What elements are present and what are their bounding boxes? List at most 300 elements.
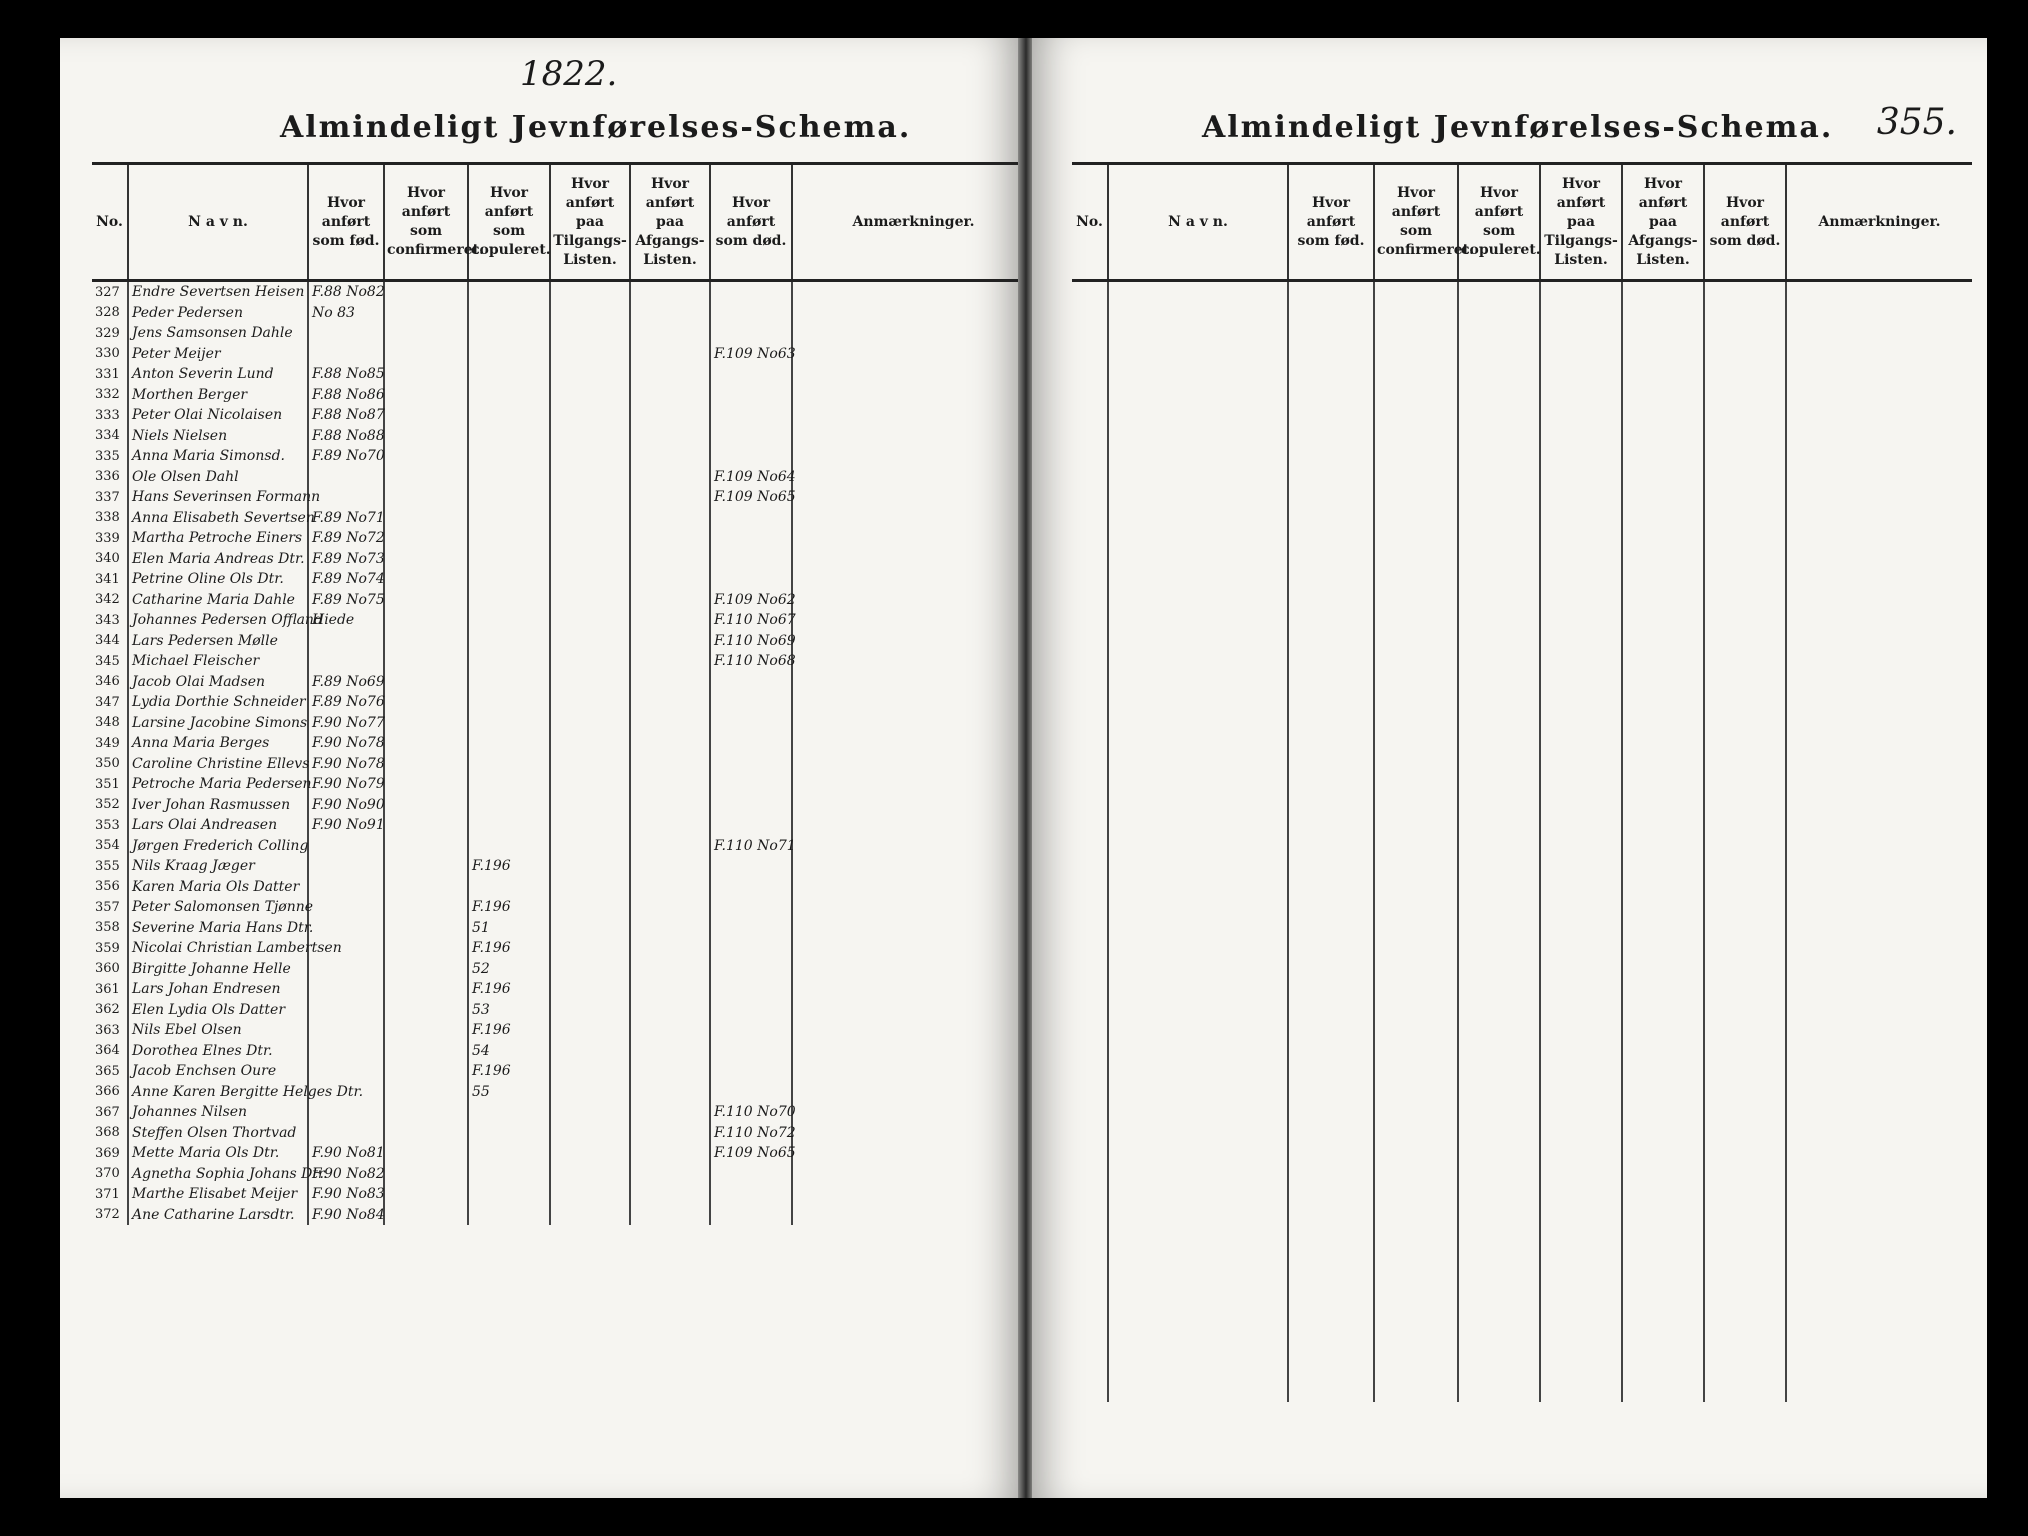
table-row (92, 959, 1034, 980)
entry-confirmed (384, 364, 468, 385)
entry-born: F.90 No82 (308, 1164, 384, 1185)
table-row (92, 1061, 1034, 1082)
entry-departure (630, 733, 710, 754)
entry-died (710, 1082, 792, 1103)
entry-married (468, 487, 550, 508)
entry-died: F.110 No69 (710, 631, 792, 652)
header-born: Hvor anført som fød. (308, 164, 384, 281)
entry-born (308, 1041, 384, 1062)
entry-arrival (550, 1123, 630, 1144)
entry-born: F.88 No86 (308, 385, 384, 406)
header-departures: Hvor anført paa Afgangs-Listen. (1622, 164, 1704, 281)
entry-number: 329 (95, 325, 120, 341)
entry-married (468, 877, 550, 898)
entry-arrival (550, 446, 630, 467)
entry-number: 352 (95, 797, 120, 813)
entry-confirmed (384, 303, 468, 324)
entry-born: F.88 No82 (308, 281, 384, 303)
entry-died (710, 281, 792, 303)
entry-confirmed (384, 1205, 468, 1226)
entry-departure (630, 487, 710, 508)
entry-born: F.89 No73 (308, 549, 384, 570)
entry-remarks (792, 590, 1034, 611)
entry-remarks (792, 938, 1034, 959)
entry-remarks (792, 1102, 1034, 1123)
entry-confirmed (384, 959, 468, 980)
table-row (92, 508, 1034, 529)
table-row (92, 1020, 1034, 1041)
entry-number: 340 (95, 551, 120, 567)
entry-arrival (550, 733, 630, 754)
entry-married (468, 385, 550, 406)
entry-number: 342 (95, 592, 120, 608)
entry-name: Larsine Jacobine Simons (128, 713, 308, 734)
entry-name: Jacob Olai Madsen (128, 672, 308, 693)
entry-number: 349 (95, 735, 120, 751)
entry-married (468, 836, 550, 857)
entry-name: Lars Johan Endresen (128, 979, 308, 1000)
header-remarks: Anmærkninger. (1786, 164, 1972, 281)
entry-born (308, 1102, 384, 1123)
header-confirmed: Hvor anført som confirmeret. (384, 164, 468, 281)
entry-born: F.88 No85 (308, 364, 384, 385)
entry-born (308, 344, 384, 365)
entry-arrival (550, 1184, 630, 1205)
entry-married (468, 1143, 550, 1164)
entry-departure (630, 467, 710, 488)
entry-confirmed (384, 877, 468, 898)
left-page-title: Almindeligt Jevnførelses-Schema. (280, 110, 912, 145)
left-ledger-body (92, 281, 1034, 1226)
entry-married (468, 815, 550, 836)
entry-married: 55 (468, 1082, 550, 1103)
entry-confirmed (384, 508, 468, 529)
entry-married (468, 323, 550, 344)
entry-died: F.110 No72 (710, 1123, 792, 1144)
entry-remarks (792, 1020, 1034, 1041)
entry-departure (630, 1123, 710, 1144)
entry-remarks (792, 979, 1034, 1000)
entry-died: F.109 No65 (710, 1143, 792, 1164)
entry-number: 335 (95, 448, 120, 464)
entry-married (468, 446, 550, 467)
entry-married (468, 651, 550, 672)
entry-departure (630, 1020, 710, 1041)
table-row (92, 385, 1034, 406)
entry-born: F.90 No81 (308, 1143, 384, 1164)
entry-died (710, 426, 792, 447)
entry-number: 365 (95, 1063, 120, 1079)
entry-departure (630, 281, 710, 303)
entry-arrival (550, 610, 630, 631)
entry-born (308, 1123, 384, 1144)
header-died: Hvor anført som død. (1704, 164, 1786, 281)
entry-confirmed (384, 1102, 468, 1123)
entry-confirmed (384, 672, 468, 693)
entry-remarks (792, 651, 1034, 672)
entry-number: 356 (95, 879, 120, 895)
entry-number: 338 (95, 510, 120, 526)
entry-number: 360 (95, 961, 120, 977)
entry-departure (630, 610, 710, 631)
entry-died (710, 549, 792, 570)
entry-married: F.196 (468, 938, 550, 959)
entry-died (710, 795, 792, 816)
entry-number: 334 (95, 428, 120, 444)
entry-name: Severine Maria Hans Dtr. (128, 918, 308, 939)
entry-number: 351 (95, 776, 120, 792)
entry-confirmed (384, 815, 468, 836)
table-row (92, 1041, 1034, 1062)
entry-married (468, 569, 550, 590)
entry-married (468, 405, 550, 426)
entry-arrival (550, 651, 630, 672)
table-row (92, 344, 1034, 365)
entry-number: 330 (95, 346, 120, 362)
entry-married: F.196 (468, 1061, 550, 1082)
entry-remarks (792, 897, 1034, 918)
entry-arrival (550, 631, 630, 652)
entry-died (710, 979, 792, 1000)
entry-arrival (550, 487, 630, 508)
table-row (92, 467, 1034, 488)
entry-confirmed (384, 856, 468, 877)
entry-born: F.90 No78 (308, 733, 384, 754)
header-no: No. (1072, 164, 1108, 281)
entry-died (710, 1061, 792, 1082)
entry-married (468, 692, 550, 713)
entry-married (468, 508, 550, 529)
entry-died (710, 508, 792, 529)
entry-name: Jens Samsonsen Dahle (128, 323, 308, 344)
entry-number: 370 (95, 1166, 120, 1182)
entry-died (710, 856, 792, 877)
entry-number: 363 (95, 1022, 120, 1038)
entry-name: Birgitte Johanne Helle (128, 959, 308, 980)
table-row (92, 1102, 1034, 1123)
entry-confirmed (384, 938, 468, 959)
entry-married (468, 713, 550, 734)
entry-name: Morthen Berger (128, 385, 308, 406)
entry-arrival (550, 877, 630, 898)
entry-arrival (550, 1143, 630, 1164)
entry-confirmed (384, 549, 468, 570)
entry-born (308, 1061, 384, 1082)
entry-name: Lydia Dorthie Schneider (128, 692, 308, 713)
entry-departure (630, 651, 710, 672)
table-row (92, 405, 1034, 426)
entry-number: 359 (95, 940, 120, 956)
entry-born (308, 631, 384, 652)
entry-departure (630, 1164, 710, 1185)
entry-confirmed (384, 1061, 468, 1082)
entry-arrival (550, 569, 630, 590)
entry-number: 333 (95, 407, 120, 423)
entry-died: F.110 No68 (710, 651, 792, 672)
entry-arrival (550, 281, 630, 303)
table-row (92, 774, 1034, 795)
entry-remarks (792, 856, 1034, 877)
entry-name: Johannes Nilsen (128, 1102, 308, 1123)
entry-arrival (550, 405, 630, 426)
entry-remarks (792, 1000, 1034, 1021)
entry-name: Jacob Enchsen Oure (128, 1061, 308, 1082)
entry-born (308, 323, 384, 344)
table-row (92, 856, 1034, 877)
entry-departure (630, 815, 710, 836)
entry-departure (630, 528, 710, 549)
entry-name: Nils Kraag Jæger (128, 856, 308, 877)
entry-arrival (550, 426, 630, 447)
entry-married: F.196 (468, 1020, 550, 1041)
entry-arrival (550, 754, 630, 775)
entry-name: Michael Fleischer (128, 651, 308, 672)
entry-confirmed (384, 467, 468, 488)
entry-married: F.196 (468, 897, 550, 918)
entry-departure (630, 631, 710, 652)
entry-married: F.196 (468, 856, 550, 877)
entry-died (710, 918, 792, 939)
entry-departure (630, 774, 710, 795)
entry-departure (630, 692, 710, 713)
entry-confirmed (384, 1082, 468, 1103)
year-heading: 1822. (520, 54, 618, 94)
entry-number: 328 (95, 305, 120, 321)
entry-born: F.89 No70 (308, 446, 384, 467)
entry-born (308, 1020, 384, 1041)
entry-name: Johannes Pedersen Offland (128, 610, 308, 631)
entry-confirmed (384, 1123, 468, 1144)
entry-remarks (792, 815, 1034, 836)
entry-died (710, 364, 792, 385)
entry-departure (630, 569, 710, 590)
entry-born: F.90 No83 (308, 1184, 384, 1205)
entry-died (710, 733, 792, 754)
entry-born: F.88 No88 (308, 426, 384, 447)
entry-arrival (550, 508, 630, 529)
entry-born: F.89 No69 (308, 672, 384, 693)
entry-name: Dorothea Elnes Dtr. (128, 1041, 308, 1062)
entry-name: Petroche Maria Pedersen (128, 774, 308, 795)
entry-born: F.90 No79 (308, 774, 384, 795)
entry-name: Anna Elisabeth Severtsen (128, 508, 308, 529)
entry-remarks (792, 692, 1034, 713)
entry-name: Ole Olsen Dahl (128, 467, 308, 488)
entry-name: Martha Petroche Einers (128, 528, 308, 549)
entry-confirmed (384, 528, 468, 549)
entry-departure (630, 364, 710, 385)
entry-number: 358 (95, 920, 120, 936)
entry-departure (630, 938, 710, 959)
left-header-row (92, 164, 1034, 281)
entry-name: Anton Severin Lund (128, 364, 308, 385)
entry-departure (630, 897, 710, 918)
entry-confirmed (384, 446, 468, 467)
entry-name: Nicolai Christian Lambertsen (128, 938, 308, 959)
entry-remarks (792, 631, 1034, 652)
entry-died (710, 528, 792, 549)
entry-died (710, 1184, 792, 1205)
entry-remarks (792, 303, 1034, 324)
entry-died (710, 1205, 792, 1226)
entry-born: F.90 No84 (308, 1205, 384, 1226)
entry-number: 336 (95, 469, 120, 485)
entry-died (710, 938, 792, 959)
entry-number: 364 (95, 1043, 120, 1059)
table-row (92, 651, 1034, 672)
header-departures: Hvor anført paa Afgangs-Listen. (630, 164, 710, 281)
right-ledger-table (1072, 162, 1972, 1402)
entry-remarks (792, 918, 1034, 939)
entry-arrival (550, 1082, 630, 1103)
entry-arrival (550, 692, 630, 713)
entry-confirmed (384, 836, 468, 857)
header-arrivals: Hvor anført paa Tilgangs-Listen. (1540, 164, 1622, 281)
entry-confirmed (384, 590, 468, 611)
table-row (92, 692, 1034, 713)
entry-confirmed (384, 281, 468, 303)
entry-departure (630, 303, 710, 324)
table-row (92, 569, 1034, 590)
entry-born: No 83 (308, 303, 384, 324)
entry-died (710, 385, 792, 406)
entry-born (308, 897, 384, 918)
entry-name: Agnetha Sophia Johans Dtr. (128, 1164, 308, 1185)
entry-number: 366 (95, 1084, 120, 1100)
entry-remarks (792, 1041, 1034, 1062)
table-row (92, 590, 1034, 611)
entry-confirmed (384, 569, 468, 590)
entry-name: Lars Pedersen Mølle (128, 631, 308, 652)
entry-departure (630, 1061, 710, 1082)
entry-died: F.110 No67 (710, 610, 792, 631)
entry-arrival (550, 795, 630, 816)
entry-arrival (550, 1164, 630, 1185)
entry-number: 327 (95, 284, 120, 300)
entry-number: 348 (95, 715, 120, 731)
entry-remarks (792, 1082, 1034, 1103)
entry-confirmed (384, 385, 468, 406)
entry-name: Peder Pedersen (128, 303, 308, 324)
ledger-book (60, 38, 1990, 1498)
entry-died (710, 323, 792, 344)
entry-departure (630, 549, 710, 570)
entry-died (710, 1164, 792, 1185)
entry-confirmed (384, 344, 468, 365)
entry-married (468, 795, 550, 816)
entry-departure (630, 405, 710, 426)
entry-arrival (550, 1041, 630, 1062)
entry-name: Endre Severtsen Heisen (128, 281, 308, 303)
table-row (92, 1082, 1034, 1103)
entry-remarks (792, 385, 1034, 406)
entry-born (308, 959, 384, 980)
table-row (92, 610, 1034, 631)
right-header-row (1072, 164, 1972, 281)
entry-departure (630, 672, 710, 693)
entry-name: Caroline Christine Ellevs (128, 754, 308, 775)
entry-name: Peter Salomonsen Tjønne (128, 897, 308, 918)
entry-name: Jørgen Frederich Colling (128, 836, 308, 857)
entry-confirmed (384, 754, 468, 775)
entry-arrival (550, 364, 630, 385)
table-row (92, 918, 1034, 939)
entry-married: 53 (468, 1000, 550, 1021)
entry-remarks (792, 713, 1034, 734)
table-row (92, 795, 1034, 816)
table-row (92, 426, 1034, 447)
entry-married (468, 528, 550, 549)
table-row (92, 897, 1034, 918)
entry-married (468, 672, 550, 693)
entry-born: F.88 No87 (308, 405, 384, 426)
entry-born: F.89 No72 (308, 528, 384, 549)
entry-died (710, 405, 792, 426)
entry-confirmed (384, 918, 468, 939)
table-row (92, 1123, 1034, 1144)
entry-born (308, 877, 384, 898)
entry-married (468, 1205, 550, 1226)
entry-number: 332 (95, 387, 120, 403)
entry-number: 357 (95, 899, 120, 915)
entry-remarks (792, 1205, 1034, 1226)
entry-died (710, 569, 792, 590)
entry-remarks (792, 323, 1034, 344)
entry-confirmed (384, 979, 468, 1000)
entry-remarks (792, 774, 1034, 795)
entry-died (710, 754, 792, 775)
entry-number: 367 (95, 1104, 120, 1120)
entry-departure (630, 795, 710, 816)
entry-name: Catharine Maria Dahle (128, 590, 308, 611)
entry-arrival (550, 1102, 630, 1123)
entry-remarks (792, 959, 1034, 980)
table-row (92, 323, 1034, 344)
entry-arrival (550, 303, 630, 324)
entry-number: 372 (95, 1207, 120, 1223)
entry-departure (630, 446, 710, 467)
entry-remarks (792, 1143, 1034, 1164)
entry-married (468, 364, 550, 385)
header-no: No. (92, 164, 128, 281)
entry-confirmed (384, 1041, 468, 1062)
entry-number: 341 (95, 571, 120, 587)
entry-arrival (550, 1205, 630, 1226)
entry-remarks (792, 487, 1034, 508)
entry-remarks (792, 795, 1034, 816)
table-row (92, 1143, 1034, 1164)
entry-arrival (550, 979, 630, 1000)
entry-died (710, 959, 792, 980)
entry-arrival (550, 918, 630, 939)
entry-confirmed (384, 1000, 468, 1021)
entry-arrival (550, 1061, 630, 1082)
entry-confirmed (384, 897, 468, 918)
entry-remarks (792, 508, 1034, 529)
entry-remarks (792, 426, 1034, 447)
table-row (92, 938, 1034, 959)
entry-departure (630, 877, 710, 898)
entry-born: F.89 No75 (308, 590, 384, 611)
entry-arrival (550, 1000, 630, 1021)
table-row (92, 672, 1034, 693)
entry-departure (630, 323, 710, 344)
entry-married: 54 (468, 1041, 550, 1062)
entry-arrival (550, 590, 630, 611)
header-name: N a v n. (128, 164, 308, 281)
entry-departure (630, 1041, 710, 1062)
entry-born: F.90 No78 (308, 754, 384, 775)
